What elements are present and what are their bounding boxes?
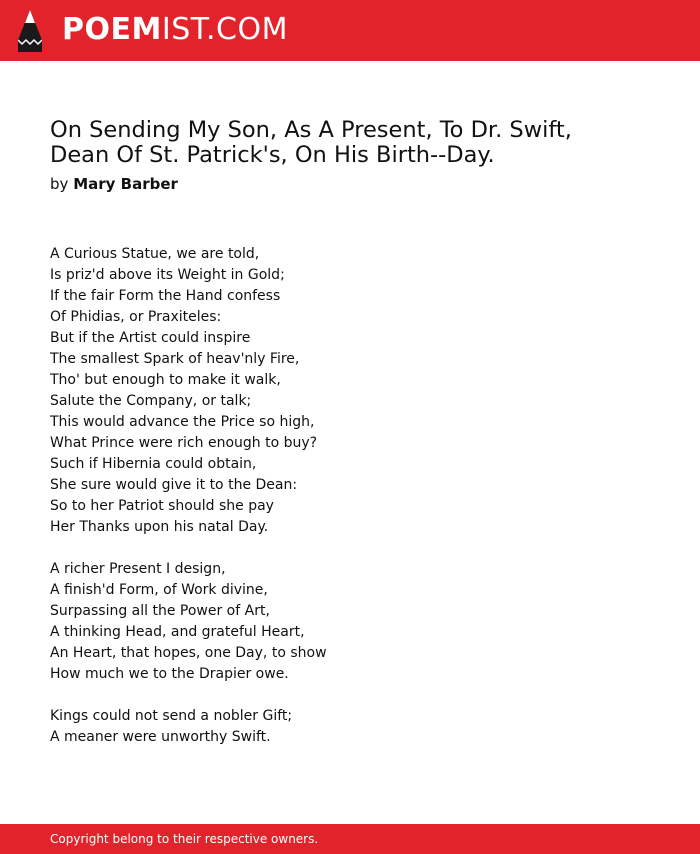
poem-title-line-2: Dean Of St. Patrick's, On His Birth--Day. xyxy=(50,142,495,168)
author-name: Mary Barber xyxy=(73,175,178,193)
poem-line: Of Phidias, or Praxiteles: xyxy=(50,309,222,325)
poem-stanza xyxy=(50,244,650,538)
byline xyxy=(50,174,178,194)
poem-line: A finish'd Form, of Work divine, xyxy=(50,582,268,598)
site-footer xyxy=(0,824,700,854)
poem-line: Such if Hibernia could obtain, xyxy=(50,456,257,472)
poem-stanza xyxy=(50,559,650,685)
poem-line: Salute the Company, or talk; xyxy=(50,393,252,409)
poem-line: Is priz'd above its Weight in Gold; xyxy=(50,267,285,283)
poem-line: She sure would give it to the Dean: xyxy=(50,477,298,493)
poem-title xyxy=(50,118,650,168)
poem-line: This would advance the Price so high, xyxy=(50,414,315,430)
logo-bold-text: POEM xyxy=(62,12,162,47)
poem-line: Surpassing all the Power of Art, xyxy=(50,603,270,619)
poem-line: Her Thanks upon his natal Day. xyxy=(50,519,269,535)
poem-line: A Curious Statue, we are told, xyxy=(50,246,260,262)
poem-line: A richer Present I design, xyxy=(50,561,226,577)
poem-stanza xyxy=(50,706,650,748)
poem-line: Kings could not send a nobler Gift; xyxy=(50,708,293,724)
poem-line: What Prince were rich enough to buy? xyxy=(50,435,318,451)
poem-line: But if the Artist could inspire xyxy=(50,330,251,346)
poem-line: So to her Patriot should she pay xyxy=(50,498,274,514)
poem-line: Tho' but enough to make it walk, xyxy=(50,372,281,388)
poem-line: An Heart, that hopes, one Day, to show xyxy=(50,645,327,661)
poem-line: A meaner were unworthy Swift. xyxy=(50,729,271,745)
poem-line: How much we to the Drapier owe. xyxy=(50,666,289,682)
copyright-text: Copyright belong to their respective owners. xyxy=(50,832,319,846)
logo-light-text: IST.COM xyxy=(161,12,288,47)
pencil-icon xyxy=(18,10,42,52)
site-logo[interactable] xyxy=(62,12,288,48)
poem-body xyxy=(50,244,650,769)
poem-line: The smallest Spark of heav'nly Fire, xyxy=(50,351,300,367)
poem-line: If the fair Form the Hand confess xyxy=(50,288,281,304)
site-header xyxy=(0,0,700,61)
byline-prefix: by xyxy=(50,175,69,193)
poem-title-line-1: On Sending My Son, As A Present, To Dr. Swift, xyxy=(50,117,572,143)
poem-line: A thinking Head, and grateful Heart, xyxy=(50,624,305,640)
